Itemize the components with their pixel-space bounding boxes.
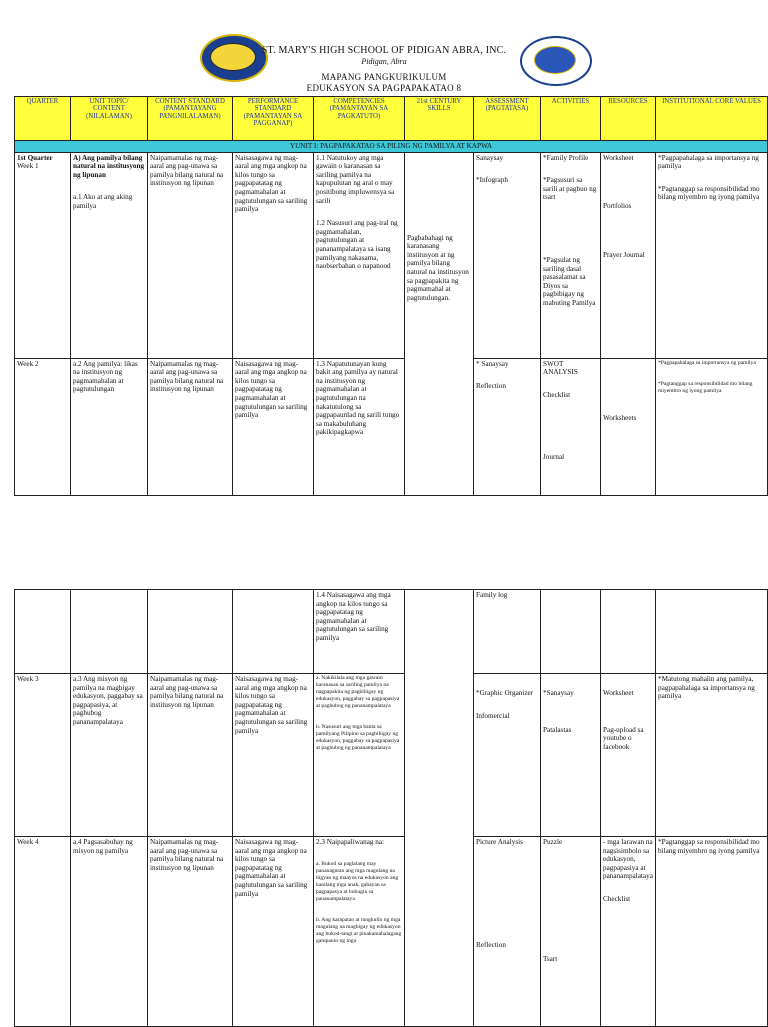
col-competencies: COMPETENCIES (PAMANTAYAN SA PAGKATUTO) (314, 97, 405, 141)
activity-item: *Family Profile (543, 153, 589, 162)
activities-cell (541, 358, 601, 495)
school-name: ST. MARY'S HIGH SCHOOL OF PIDIGAN ABRA, INC. (261, 45, 507, 56)
assessment-item: Sanaysay (476, 153, 504, 162)
week-label: Week 4 (15, 837, 71, 1027)
quarter-label: 1st Quarter (17, 153, 53, 162)
col-content-standard: CONTENT STANDARD (PAMANTAYANG PANGNILALAMAN) (148, 97, 233, 141)
activity-item: Puzzle (543, 838, 563, 846)
table-row (15, 674, 768, 837)
content-standard-cell: Naipamamalas ng mag-aaral ang pag-unawa sa pamilya bilang natural na institusyon ng lipunan (148, 152, 233, 358)
col-quarter: QUARTER (15, 97, 71, 141)
core-value-item: *Pagpapahalaga sa importansya ng pamilya (658, 359, 756, 366)
col-core-values: INSTITUTIONAL CORE VALUES (656, 97, 768, 141)
activity-item: *Pagsusuri sa sarili at pagbuo ng tsart (543, 176, 597, 202)
competency-text: 1.2 Nasusuri ang pag-iral ng pagmamahalan, pagtutulungan at pananampalataya sa isang pamilyang nakasama, naobserbahan o napanood (316, 219, 398, 271)
resource-item: Worksheet (603, 153, 634, 162)
col-assessment: ASSESSMENT (PAGTATASA) (474, 97, 541, 141)
unit-banner-row (15, 141, 768, 153)
week-label: Week 2 (15, 358, 71, 495)
core-values-cell (656, 358, 768, 495)
competency-text: a. Nakikilala ang mga gawain karanasan sa sariling pamilya na nagpapakita ng pagbibigay ng edukasyon, paggabay sa pagpapasiya at paghubog ng pananampalataya (316, 675, 400, 709)
activity-item: Checklist (543, 390, 571, 399)
table-row (15, 590, 768, 674)
resource-item: - mga larawan na nagsisimbolo sa edukasyon, pagpapasiya at pananampalataya (603, 838, 653, 881)
activity-item: *Pagsulat ng sariling dasal pasasalamat sa Diyos sa pagbibigay ng mabuting Pamilya (543, 255, 596, 307)
skills-text: Pagbabahagi ng karanasang institusyon at ng pamilya bilang natural na institusyon sa pagpapakita ng pagmamahal at pagtutulungan. (407, 233, 469, 302)
table-row (15, 358, 768, 495)
skills-cell (405, 590, 474, 1027)
assessment-item: *Infograph (476, 176, 508, 185)
resource-item: Prayer Journal (603, 250, 645, 259)
assessment-item: *Graphic Organizer (476, 689, 534, 697)
assessment-cell (474, 674, 541, 837)
competency-text: b. Ang karapatan at tungkulin ng mga magulang na magbigay ng edukasyon ang bukod-tangi at pinakamahalagang gampanin ng mga (316, 916, 402, 944)
assessment-cell (474, 358, 541, 495)
core-values-cell (656, 152, 768, 358)
school-location: Pidigan, Abra (361, 57, 407, 66)
core-values-cell: *Matutong mahalin ang pamilya, pagpapahalaga sa importansya ng pamilya (656, 674, 768, 837)
col-activities: ACTIVITIES (541, 97, 601, 141)
activity-item: Journal (543, 453, 565, 462)
topic-cell: a.3 Ang misyon ng pamilya na magbigay edukasyon, paggabay sa pagpapasiya, at paghubog pananampalataya (71, 674, 148, 837)
col-resources: RESOURCES (601, 97, 656, 141)
performance-standard-cell: Naisasagawa ng mag-aaral ang mga angkop na kilos tungo sa pagpapatatag ng pagmamahalan at pagtutulungan sa sariling pamilya (233, 674, 314, 837)
assessment-item: Picture Analysis (476, 838, 523, 846)
activities-cell (541, 837, 601, 1027)
assessment-item: * Sanaysay (476, 359, 509, 368)
quarter-cell (15, 152, 71, 358)
competency-cell (314, 837, 405, 1027)
competency-cell: 1.3 Napatutunayan kung bakit ang pamilya ay natural na institusyon ng pagmamahalan at pagtutulungan na nakatutulong sa pagpapaunlad ng sarili tungo sa makabuluhang pakikipagkapwa (314, 358, 405, 495)
competency-text: b. Nasusuri ang mga banta sa pamilyang Pilipino sa pagbibigay ng edukasyon, paggabay sa pagpapasiya at paghubog ng pananampalataya (316, 724, 400, 751)
curriculum-table-2 (14, 589, 768, 1027)
assessment-cell (474, 152, 541, 358)
activities-cell (541, 674, 601, 837)
performance-standard-cell: Naisasagawa ng mag-aaral ang mga angkop na kilos tungo sa pagpapatatag ng pagmamahalan at pagtutulungan sa sariling pamilya (233, 358, 314, 495)
resource-item: Pag-upload sa youtube o facebook (603, 725, 644, 751)
assessment-item: Reflection (476, 382, 506, 391)
col-21st-century-skills: 21st CENTURY SKILLS (405, 97, 474, 141)
col-unit-topic: UNIT TOPIC/ CONTENT (NILALAMAN) (71, 97, 148, 141)
week-label: Week 1 (17, 162, 39, 171)
competency-text: 1.1 Natutukoy ang mga gawain o karanasan sa sariling pamilya na kapupulutan ng aral o may positibong impluwensya sa sarili (316, 153, 395, 205)
topic-title: A) Ang pamilya bilang natural na institusyong ng lipunan (73, 153, 145, 179)
content-standard-cell: Naipamamalas ng mag-aaral ang pag-unawa sa pamilya bilang natural na institusyon ng lipunan (148, 358, 233, 495)
week-label: Week 3 (15, 674, 71, 837)
activities-cell (541, 152, 601, 358)
performance-standard-cell: Naisasagawa ng mag-aaral ang mga angkop na kilos tungo sa pagpapatatag ng pagmamahalan at pagtutulungan sa sariling pamilya (233, 837, 314, 1027)
activity-item: Patalastas (543, 725, 572, 734)
table-row (15, 152, 768, 358)
competency-cell: 1.4 Naisasagawa ang mga angkop na kilos tungo sa pagpapatatag ng pagmamahalan at pagtutulungan sa sariling pamilya (314, 590, 405, 674)
curriculum-table-1 (14, 96, 768, 496)
col-performance-standard: PERFORMANCE STANDARD (PAMANTAYAN SA PAGGANAP) (233, 97, 314, 141)
competency-text: a. Bukod sa paglalang may pananagutan ang mga magulang na bigyan ng maayos na edukasyon ang kanilang mga anak, gabayan sa pagpapasya at hubugin sa pananampalataya (316, 860, 399, 902)
resources-cell (601, 358, 656, 495)
resource-item: Checklist (603, 894, 631, 903)
activity-item: Tsart (543, 954, 558, 963)
resources-cell (601, 674, 656, 837)
header-row (15, 97, 768, 141)
assessment-item: Reflection (476, 940, 506, 949)
topic-subtitle: a.1 Ako at ang aking pamilya (73, 193, 133, 210)
document-title: MAPANG PANGKURIKULUM (321, 72, 447, 82)
activity-item: SWOT ANALYSIS (543, 359, 578, 377)
competency-cell (314, 152, 405, 358)
core-value-item: *Pagtanggap sa responsibilidad mo bilang miyembro ng iyong pamilya (658, 184, 760, 202)
performance-standard-cell: Naisasagawa ng mag-aaral ang mga angkop na kilos tungo sa pagpapatatag ng pagmamahalan at pagtutulungan sa sariling pamilya (233, 152, 314, 358)
core-values-cell: *Pagtanggap sa responsibilidad mo bilang miyembro ng iyong pamilya (656, 837, 768, 1027)
content-standard-cell: Naipamamalas ng mag-aaral ang pag-unawa sa pamilya bilang natural na institusyon ng lipunan (148, 837, 233, 1027)
topic-cell: a.4 Pagsasabuhay ng misyon ng pamilya (71, 837, 148, 1027)
assessment-cell: Family log (474, 590, 541, 674)
competency-text: 2.3 Naipapaliwanag na: (316, 838, 385, 846)
resources-cell (601, 837, 656, 1027)
skills-cell (405, 152, 474, 495)
resource-item: Portfolios (603, 202, 632, 211)
resources-cell (601, 152, 656, 358)
unit-banner: YUNIT I: PAGPAPAKATAO SA PILING NG PAMILYA AT KAPWA (15, 141, 768, 153)
content-standard-cell: Naipamamalas ng mag-aaral ang pag-unawa sa pamilya bilang natural na institusyon ng lipunan (148, 674, 233, 837)
resource-item: Worksheet (603, 689, 634, 697)
activity-item: *Sanaysay (543, 689, 574, 697)
assessment-item: Infomercial (476, 711, 510, 720)
resource-item: Worksheets (603, 413, 637, 422)
topic-cell: a.2 Ang pamilya: likas na institusyon ng pagmamahalan at pagtutulungan (71, 358, 148, 495)
assessment-cell (474, 837, 541, 1027)
core-value-item: *Pagpapahalaga sa importansya ng pamilya (658, 153, 759, 171)
subject-title: EDUKASYON SA PAGPAPAKATAO 8 (306, 83, 462, 93)
core-value-item: *Pagtanggap sa responsibilidad mo bilang miyembro ng iyong pamilya (658, 380, 753, 394)
competency-cell (314, 674, 405, 837)
table-row (15, 837, 768, 1027)
topic-cell (71, 152, 148, 358)
